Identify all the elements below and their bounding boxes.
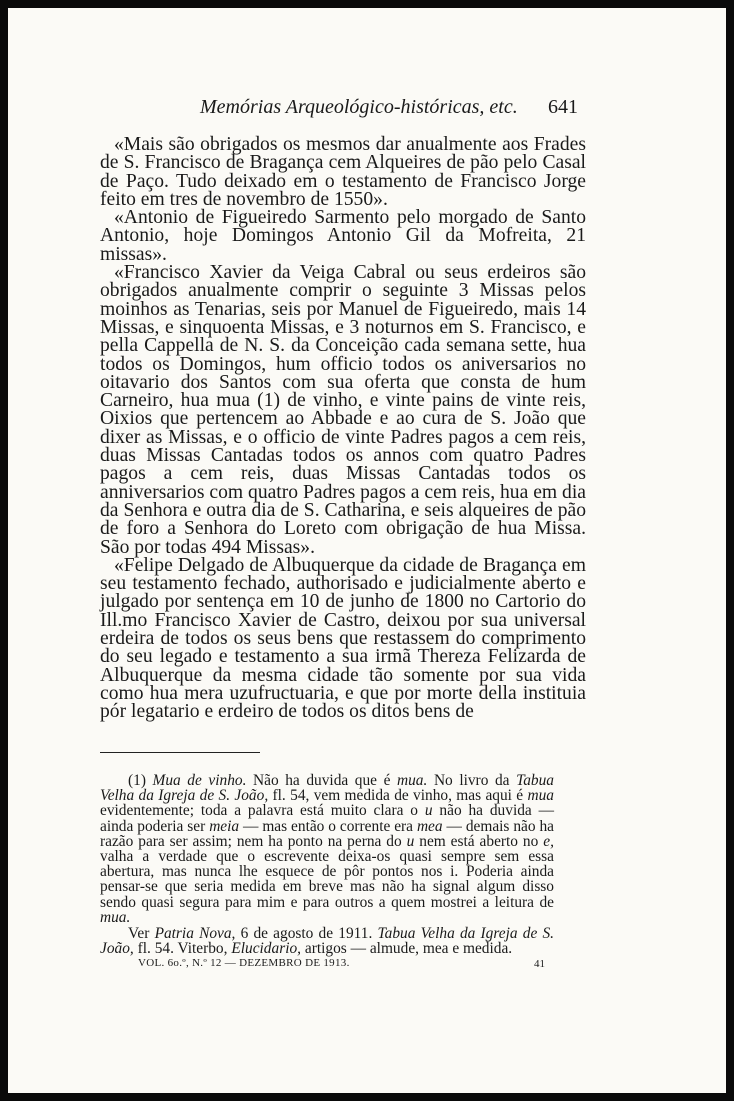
- paragraph-3: «Francisco Xavier da Veiga Cabral ou seus erdeiros são obrigados anualmente comprir o seguinte 3 Missas pelos moinhos as Tenarias, seis por Manuel de Figueiredo, mais 14 Missas, e sinquoenta Missas, e 3 noturnos em S. Francisco, e pella Cappella de N. S. da Conceição cada semana sette, hua todos os Domingos, hum officio todos os aniversarios no oitavario dos Santos com sua oferta que consta de hum Carneiro, hua mua (1) de vinho, e vinte pains de vinte reis, Oixios que pertencem ao Abbade e ao cura de S. João que dixer as Missas, e o officio de vinte Padres pagos a cem reis, duas Missas Cantadas todos os annos com quatro Padres pagos a cem reis, duas Missas Cantadas todos os anniversarios com quatro Padres pagos a cem reis, hua em dia da Senhora e outra dia de S. Catharina, e seis alqueires de pão de foro a Senhora do Loreto com obrigação de hua Missa. São por todas 494 Missas».: [100, 262, 586, 558]
- volume-signature: VOL. 6o.º, N.º 12 — DEZEMBRO DE 1913.: [138, 957, 350, 969]
- paragraph-4: «Felipe Delgado de Albuquerque da cidade de Bragança em seu testamento fechado, authorisado e judicialmente aberto e julgado por sentença em 10 de junho de 1800 no Cartorio do Ill.mo Francisco Xavier de Castro, deixou por sua universal erdeira de todos os seus bens que restassem do comprimento do seu legado e testamento a sua irmã Thereza Felizarda de Albuquerque da mesma cidade tão somente por sua vida como hua mera uzufructuaria, e que por morte della instituia pór legatario e erdeiro de todos os ditos bens de: [100, 554, 586, 723]
- book-page: [8, 8, 726, 1093]
- footnote-1: (1) Mua de vinho. Não ha duvida que é mua. No livro da Tabua Velha da Igreja de S. João, fl. 54, vem medida de vinho, mas aqui é mua evidentemente; toda a palavra está muito clara o u não ha duvida — ainda poderia ser meia — mas então o corrente era mea — demais não ha razão para ser assim; nem ha ponto na perna do u nem está aberto no e, valha a verdade que o escrevente deixa-os quasi sempre sem essa abertura, mas nunca lhe esquece de pôr pontos nos i. Poderia ainda pensar-se que seria medida em breve mas não ha signal algum disso sendo quasi segura para mim e para outros a quem mostrei a leitura de mua.: [100, 772, 554, 926]
- footnote-rule: [100, 752, 260, 753]
- running-title: Memórias Arqueológico-históricas, etc.: [200, 96, 518, 118]
- signature-number: 41: [534, 958, 545, 970]
- footnotes: [100, 773, 554, 956]
- page-number: 641: [548, 96, 578, 118]
- paragraph-2: «Antonio de Figueiredo Sarmento pelo morgado de Santo Antonio, hoje Domingos Antonio Gil da Mofreita, 21 missas».: [100, 207, 586, 265]
- footnote-reference: Ver Patria Nova, 6 de agosto de 1911. Tabua Velha da Igreja de S. João, fl. 54. Viterbo, Elucidario, artigos — almude, mea e medida.: [100, 925, 554, 958]
- running-header: [8, 96, 726, 122]
- paragraph-1: «Mais são obrigados os mesmos dar anualmente aos Frades de S. Francisco de Bragança cem Alqueires de pão pelo Casal de Paço. Tudo deixado em o testamento de Francisco Jorge feito em tres de novembro de 1550».: [100, 134, 586, 210]
- main-text: [100, 136, 586, 722]
